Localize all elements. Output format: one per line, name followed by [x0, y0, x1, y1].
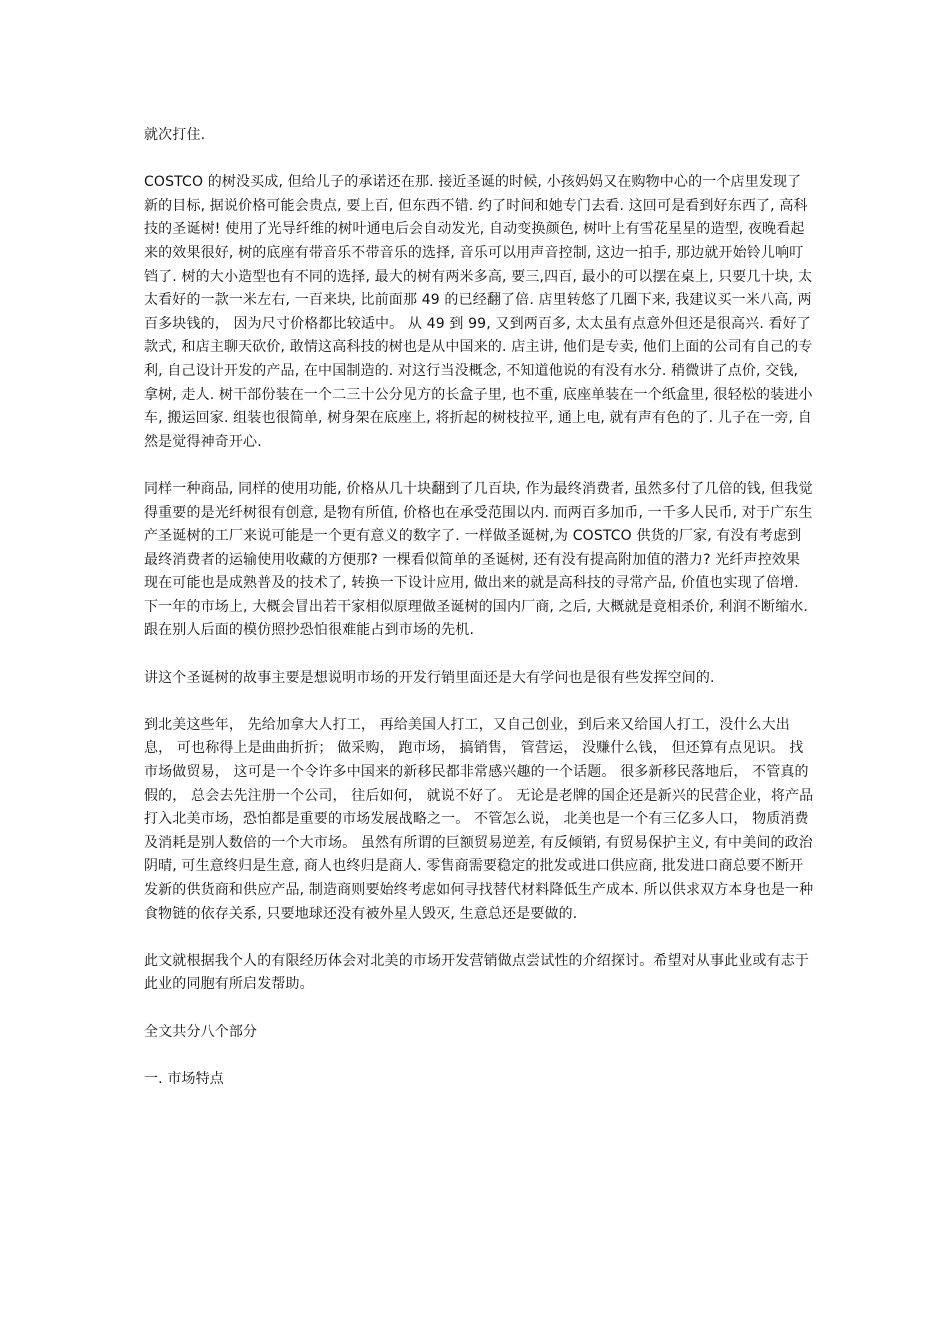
- paragraph-closing-line: 就次打住.: [144, 127, 206, 143]
- section-heading-market-features: 一. 市场特点: [144, 1070, 224, 1087]
- paragraph-fiber-tree-story: COSTCO 的树没买成, 但给儿子的承诺还在那. 接近圣诞的时候, 小孩妈妈又在购物中心的一个店里发现了新的目标, 据说价格可能会贵点, 要上百, 但东西不错. 约了时间和她专门去看. 这回可是看到好东西了, 高科技的圣诞树! 使用了光导纤维的树叶通电后会自动发光, 自动变换颜色, 树叶上有雪花星星的造型, 夜晚看起来的效果很好, 树的底座有带音乐不带音乐的选择, 音乐可以用声音控制, 这边一拍手, 那边就开始铃儿响叮铛了. 树的大小造型也有不同的选择, 最大的树有两米多高, 要三,四百, 最小的可以摆在桌上, 只要几十块, 太太看好的一款一米左右, 一百来块, 比前面那 49 的已经翻了倍. 店里转悠了几圈下来, 我建议买一米八高, 两百多块钱的， 因为尺寸价格都比较适中。 从 49 到 99, 又到两百多, 太太虽有点意外但还是很高兴. 看好了款式, 和店主聊天砍价, 敢情这高科技的树也是从中国来的. 店主讲, 他们是专卖, 他们上面的公司有自己的专利, 自己设计开发的产品, 在中国制造的. 对这行当没概念, 不知道他说的有没有水分. 稍微讲了点价, 交钱, 拿树, 走人. 树干部份装在一个二三十公分见方的长盒子里, 也不重, 底座单装在一个纸盒里, 很轻松的装进小车, 搬运回家. 组装也很简单, 树身架在底座上, 将折起的树枝拉平, 通上电, 就有声有色的了. 儿子在一旁, 自然是觉得神奇开心.: [144, 174, 813, 450]
- paragraph-value-analysis: 同样一种商品, 同样的使用功能, 价格从几十块翻到了几百块, 作为最终消费者, 虽然多付了几倍的钱, 但我觉得重要的是光纤树很有创意, 是物有所值, 价格也在承受范围以内. 而两百多加币, 一千多人民币, 对于广东生产圣诞树的工厂来说可能是一个更有意义的数字了. 一样做圣诞树,为 COSTCO 供货的厂家, 有没有考虑到最终消费者的运输使用收藏的方便那? 一棵看似简单的圣诞树, 还有没有提高附加值的潜力? 光纤声控效果现在可能也是成熟普及的技术了, 转换一下设计应用, 做出来的就是高科技的寻常产品, 价值也实现了倍增. 下一年的市场上, 大概会冒出若干家相似原理做圣诞树的国内厂商, 之后, 大概就是竟相杀价, 利润不断缩水. 跟在别人后面的模仿照抄恐怕很难能占到市场的先机.: [144, 480, 813, 639]
- paragraph-article-intent: 此文就根据我个人的有限经历体会对北美的市场开发营销做点尝试性的介绍探讨。希望对从事此业或有志于此业的同胞有所启发帮助。: [144, 952, 810, 993]
- document-body: [144, 124, 814, 1115]
- paragraph-north-america-experience: 到北美这些年， 先给加拿大人打工， 再给美国人打工，又自己创业，到后来又给国人打工，没什么大出息， 可也称得上是曲曲折折； 做采购， 跑市场， 搞销售， 管营运， 没赚什么钱， 但还算有点见识。 找市场做贸易， 这可是一个令许多中国来的新移民都非常感兴趣的一个话题。 很多新移民落地后， 不管真的假的， 总会去先注册一个公司， 往后如何， 就说不好了。 无论是老牌的国企还是新兴的民营企业，将产品打入北美市场，恐怕都是重要的市场发展战略之一。 不管怎么说， 北美也是一个有三亿多人口， 物质消费及消耗是别人数倍的一个大市场。 虽然有所谓的巨额贸易逆差, 有反倾销, 有贸易保护主义, 有中美间的政治阴晴, 可生意终归是生意, 商人也终归是商人. 零售商需要稳定的批发或进口供应商, 批发进口商总要不断开发新的供货商和供应产品, 制造商则要始终考虑如何寻找替代材料降低生产成本. 所以供求双方本身也是一种食物链的依存关系, 只要地球还没有被外星人毁灭, 生意总还是要做的.: [144, 716, 814, 922]
- paragraph-story-purpose: 讲这个圣诞树的故事主要是想说明市场的开发行销里面还是大有学问也是很有些发挥空间的.: [144, 669, 715, 686]
- paragraph-sections-overview: 全文共分八个部分: [144, 1023, 258, 1040]
